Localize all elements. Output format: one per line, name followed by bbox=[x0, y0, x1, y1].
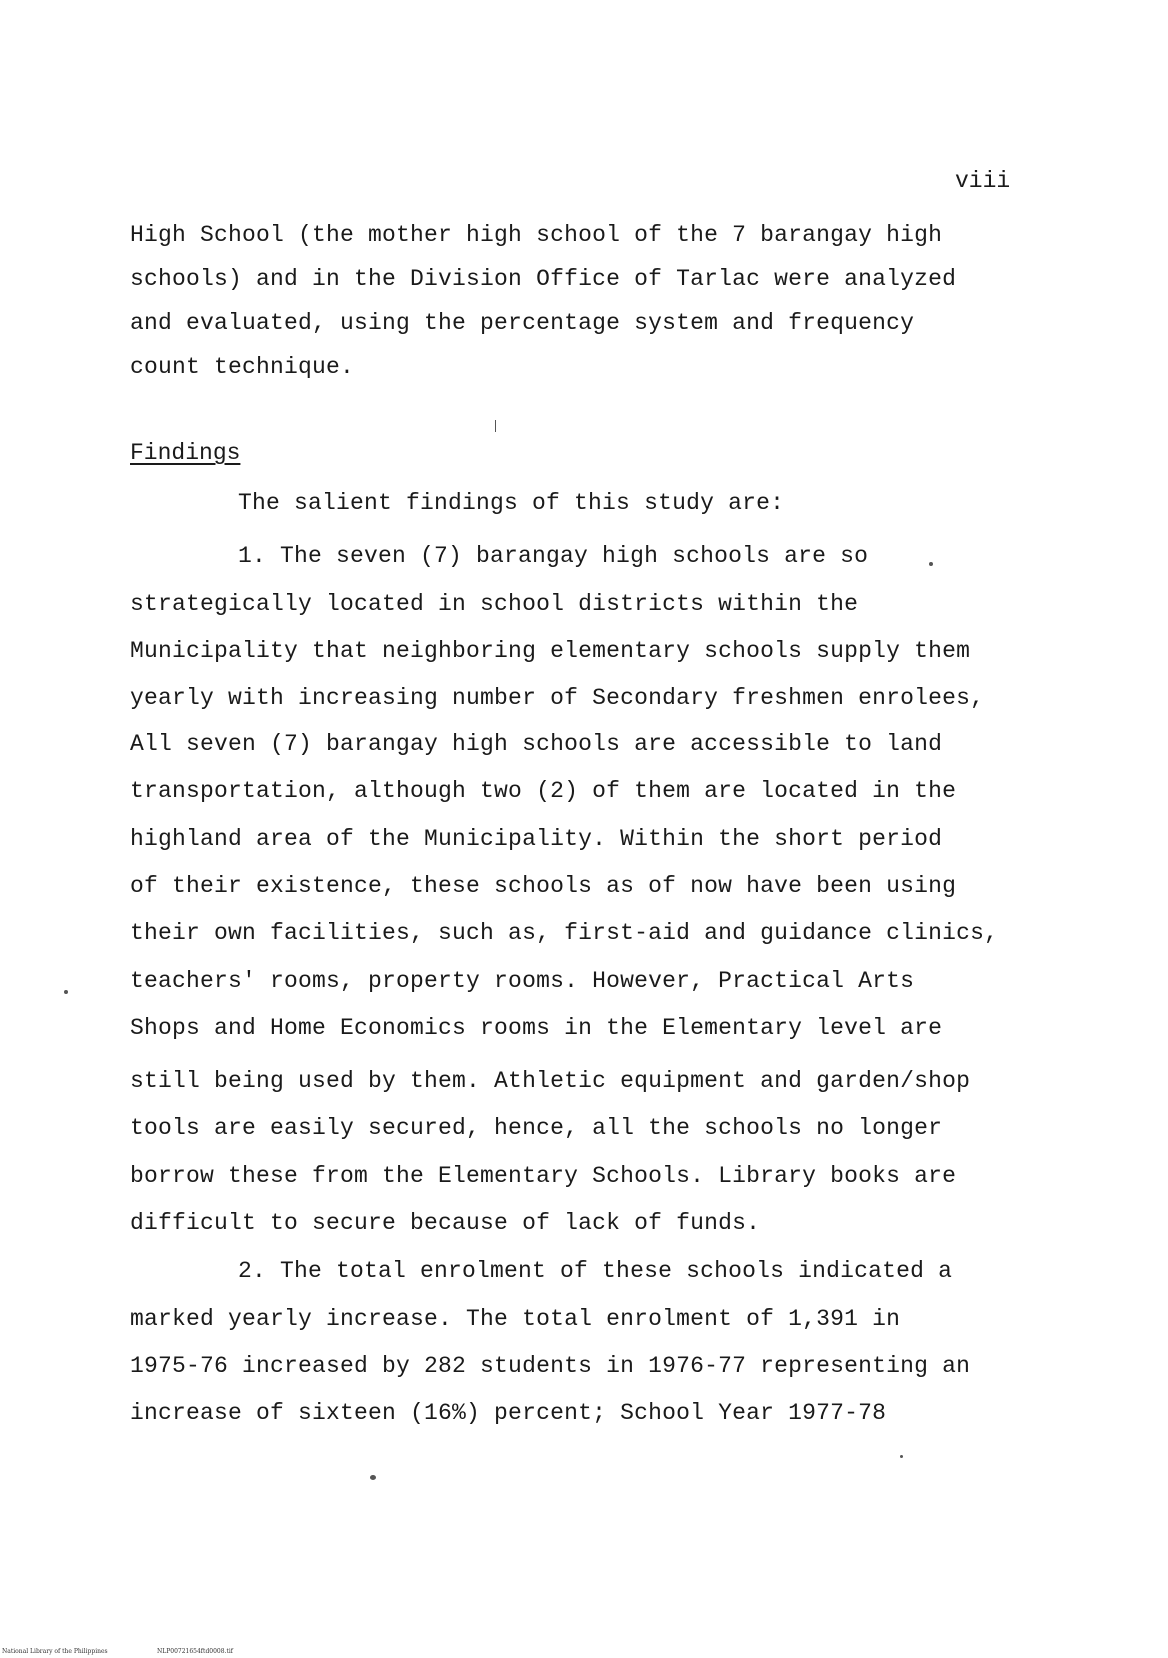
item1-line: 1. The seven (7) barangay high schools are so bbox=[238, 543, 869, 569]
item1-line: highland area of the Municipality. Within the short period bbox=[130, 826, 943, 852]
item1-line: borrow these from the Elementary Schools. Library books are bbox=[130, 1163, 957, 1189]
page-number: viii bbox=[955, 168, 1011, 194]
footer-file-label: NLP00721654ftd0008.tif bbox=[157, 1648, 234, 1655]
item1-line: Shops and Home Economics rooms in the Elementary level are bbox=[130, 1015, 943, 1041]
item1-line: strategically located in school districts within the bbox=[130, 591, 859, 617]
scan-speck bbox=[370, 1475, 376, 1480]
item2-line: 1975-76 increased by 282 students in 1976-77 representing an bbox=[130, 1353, 971, 1379]
item1-line: of their existence, these schools as of now have been using bbox=[130, 873, 957, 899]
item1-line: transportation, although two (2) of them are located in the bbox=[130, 778, 957, 804]
item2-line: increase of sixteen (16%) percent; School Year 1977-78 bbox=[130, 1400, 887, 1426]
intro-line: schools) and in the Division Office of Tarlac were analyzed bbox=[130, 266, 957, 292]
scan-speck bbox=[929, 562, 933, 566]
item1-line: difficult to secure because of lack of funds. bbox=[130, 1210, 761, 1236]
item1-line: their own facilities, such as, first-aid and guidance clinics, bbox=[130, 920, 999, 946]
intro-line: and evaluated, using the percentage system and frequency bbox=[130, 310, 915, 336]
findings-intro: The salient findings of this study are: bbox=[238, 490, 785, 516]
item1-line: teachers' rooms, property rooms. However, Practical Arts bbox=[130, 968, 915, 994]
item2-line: 2. The total enrolment of these schools indicated a bbox=[238, 1258, 953, 1284]
item1-line: still being used by them. Athletic equipment and garden/shop bbox=[130, 1068, 971, 1094]
scan-speck bbox=[900, 1455, 903, 1458]
scan-speck bbox=[64, 990, 68, 994]
item1-line: tools are easily secured, hence, all the schools no longer bbox=[130, 1115, 943, 1141]
findings-heading: Findings bbox=[130, 440, 241, 466]
item2-line: marked yearly increase. The total enrolment of 1,391 in bbox=[130, 1306, 901, 1332]
item1-line: yearly with increasing number of Secondary freshmen enrolees, bbox=[130, 685, 985, 711]
intro-line: High School (the mother high school of the 7 barangay high bbox=[130, 222, 943, 248]
footer-library-label: National Library of the Philippines bbox=[2, 1648, 108, 1655]
item1-line: All seven (7) barangay high schools are accessible to land bbox=[130, 731, 943, 757]
item1-line: Municipality that neighboring elementary schools supply them bbox=[130, 638, 971, 664]
scan-speck bbox=[495, 420, 496, 432]
intro-line: count technique. bbox=[130, 354, 355, 380]
